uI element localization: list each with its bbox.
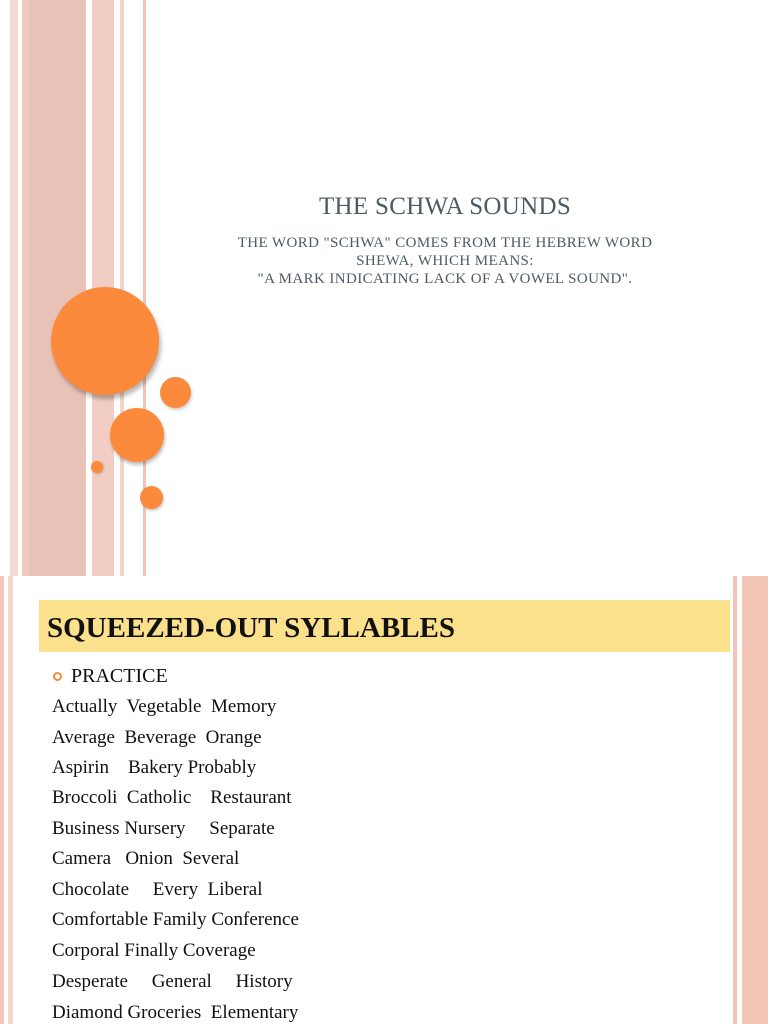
word-row: Desperate General History: [52, 971, 293, 992]
circle-bullet-icon: [53, 672, 62, 681]
subtitle-line: THE WORD "SCHWA" COMES FROM THE HEBREW WORD: [237, 235, 653, 251]
word-row: Camera Onion Several: [52, 848, 240, 869]
decorative-stripe: [8, 576, 13, 1024]
subtitle-line: SHEWA, WHICH MEANS:: [356, 253, 534, 269]
word-row: Broccoli Catholic Restaurant: [52, 787, 292, 808]
slide-title-text: THE SCHWA SOUNDS: [318, 193, 572, 220]
decorative-stripe: [30, 0, 86, 576]
slide-heading: SQUEEZED-OUT SYLLABLES: [47, 612, 456, 644]
decorative-stripe: [120, 0, 124, 576]
decorative-stripe: [22, 0, 30, 576]
decorative-stripe: [10, 0, 18, 576]
word-row: Corporal Finally Coverage: [52, 940, 256, 961]
decorative-stripe: [742, 576, 768, 1024]
decorative-stripe: [0, 576, 4, 1024]
slide-squeezed-syllables: [0, 576, 768, 1024]
word-row: Average Beverage Orange: [52, 727, 262, 748]
decorative-circle: [91, 461, 103, 473]
decorative-stripe: [733, 576, 737, 1024]
word-row: Comfortable Family Conference: [52, 909, 299, 930]
word-row: Actually Vegetable Memory: [52, 696, 277, 717]
subtitle-line: "A MARK INDICATING LACK OF A VOWEL SOUND".: [257, 271, 633, 287]
word-row: Business Nursery Separate: [52, 818, 275, 839]
decorative-circle: [51, 287, 159, 395]
word-row: Aspirin Bakery Probably: [52, 757, 257, 778]
decorative-circle: [160, 377, 191, 408]
word-row: Chocolate Every Liberal: [52, 879, 263, 900]
decorative-circle: [140, 486, 163, 509]
slide-subtitle: [170, 234, 720, 288]
bullet-text: PRACTICE: [71, 665, 168, 687]
decorative-circle: [110, 408, 164, 462]
word-row: Diamond Groceries Elementary: [52, 1002, 299, 1023]
